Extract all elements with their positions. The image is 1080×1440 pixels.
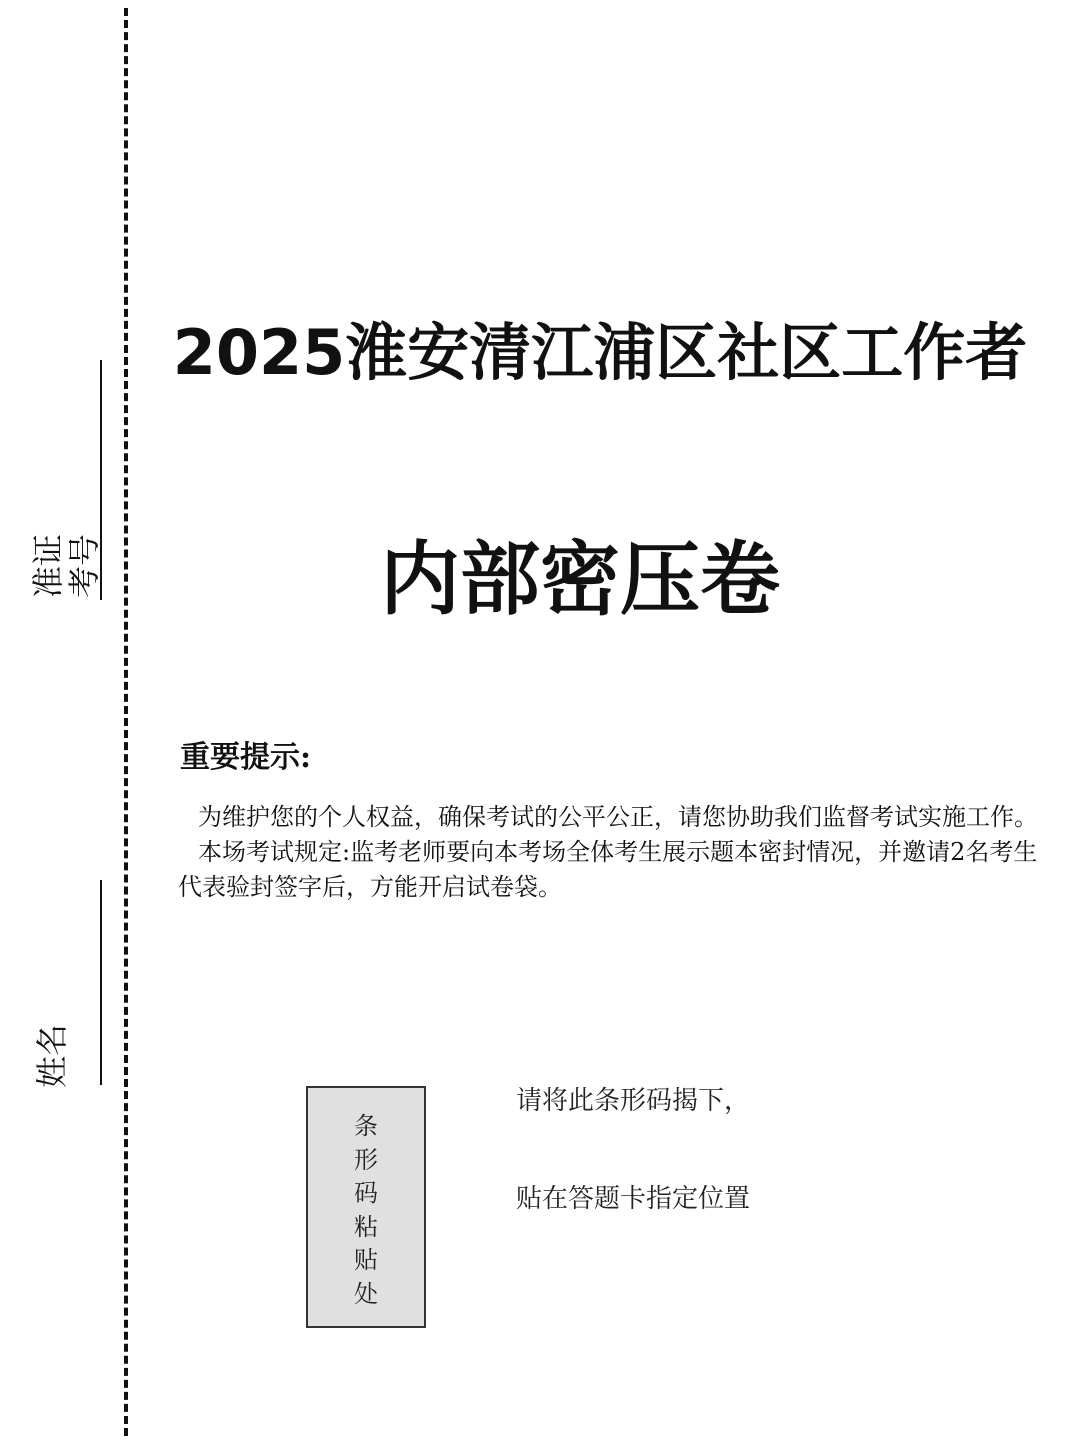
barcode-char: 码 bbox=[354, 1179, 378, 1207]
barcode-char: 条 bbox=[354, 1112, 378, 1140]
page-title: 2025淮安清江浦区社区工作者 bbox=[172, 316, 1028, 389]
barcode-char: 形 bbox=[354, 1145, 378, 1174]
barcode-sticker-area bbox=[306, 1086, 426, 1328]
barcode-char: 粘 bbox=[354, 1212, 378, 1241]
seal-dashed-line bbox=[124, 8, 128, 1436]
barcode-char: 贴 bbox=[354, 1246, 378, 1274]
barcode-instruction-line2: 贴在答题卡指定位置 bbox=[516, 1184, 751, 1214]
notice-heading: 重要提示: bbox=[180, 740, 312, 775]
notice-paragraph: 本场考试规定:监考老师要向本考场全体考生展示题本密封情况，并邀请2名考生代表验封签字后，方能开启试卷袋。 bbox=[178, 838, 1038, 901]
barcode-label bbox=[308, 1110, 424, 1311]
name-label: 姓名 bbox=[33, 1023, 71, 1088]
page-subtitle: 内部密压卷 bbox=[380, 533, 780, 626]
barcode-char: 处 bbox=[354, 1279, 378, 1308]
barcode-instruction-line1: 请将此条形码揭下， bbox=[516, 1086, 751, 1116]
exam-id-underline bbox=[100, 360, 102, 600]
notice-paragraph: 为维护您的个人权益，确保考试的公平公正，请您协助我们监督考试实施工作。 bbox=[198, 803, 1038, 831]
exam-id-label: 准证考号 bbox=[29, 533, 103, 598]
name-underline bbox=[100, 880, 102, 1085]
notice-body bbox=[178, 800, 1038, 905]
